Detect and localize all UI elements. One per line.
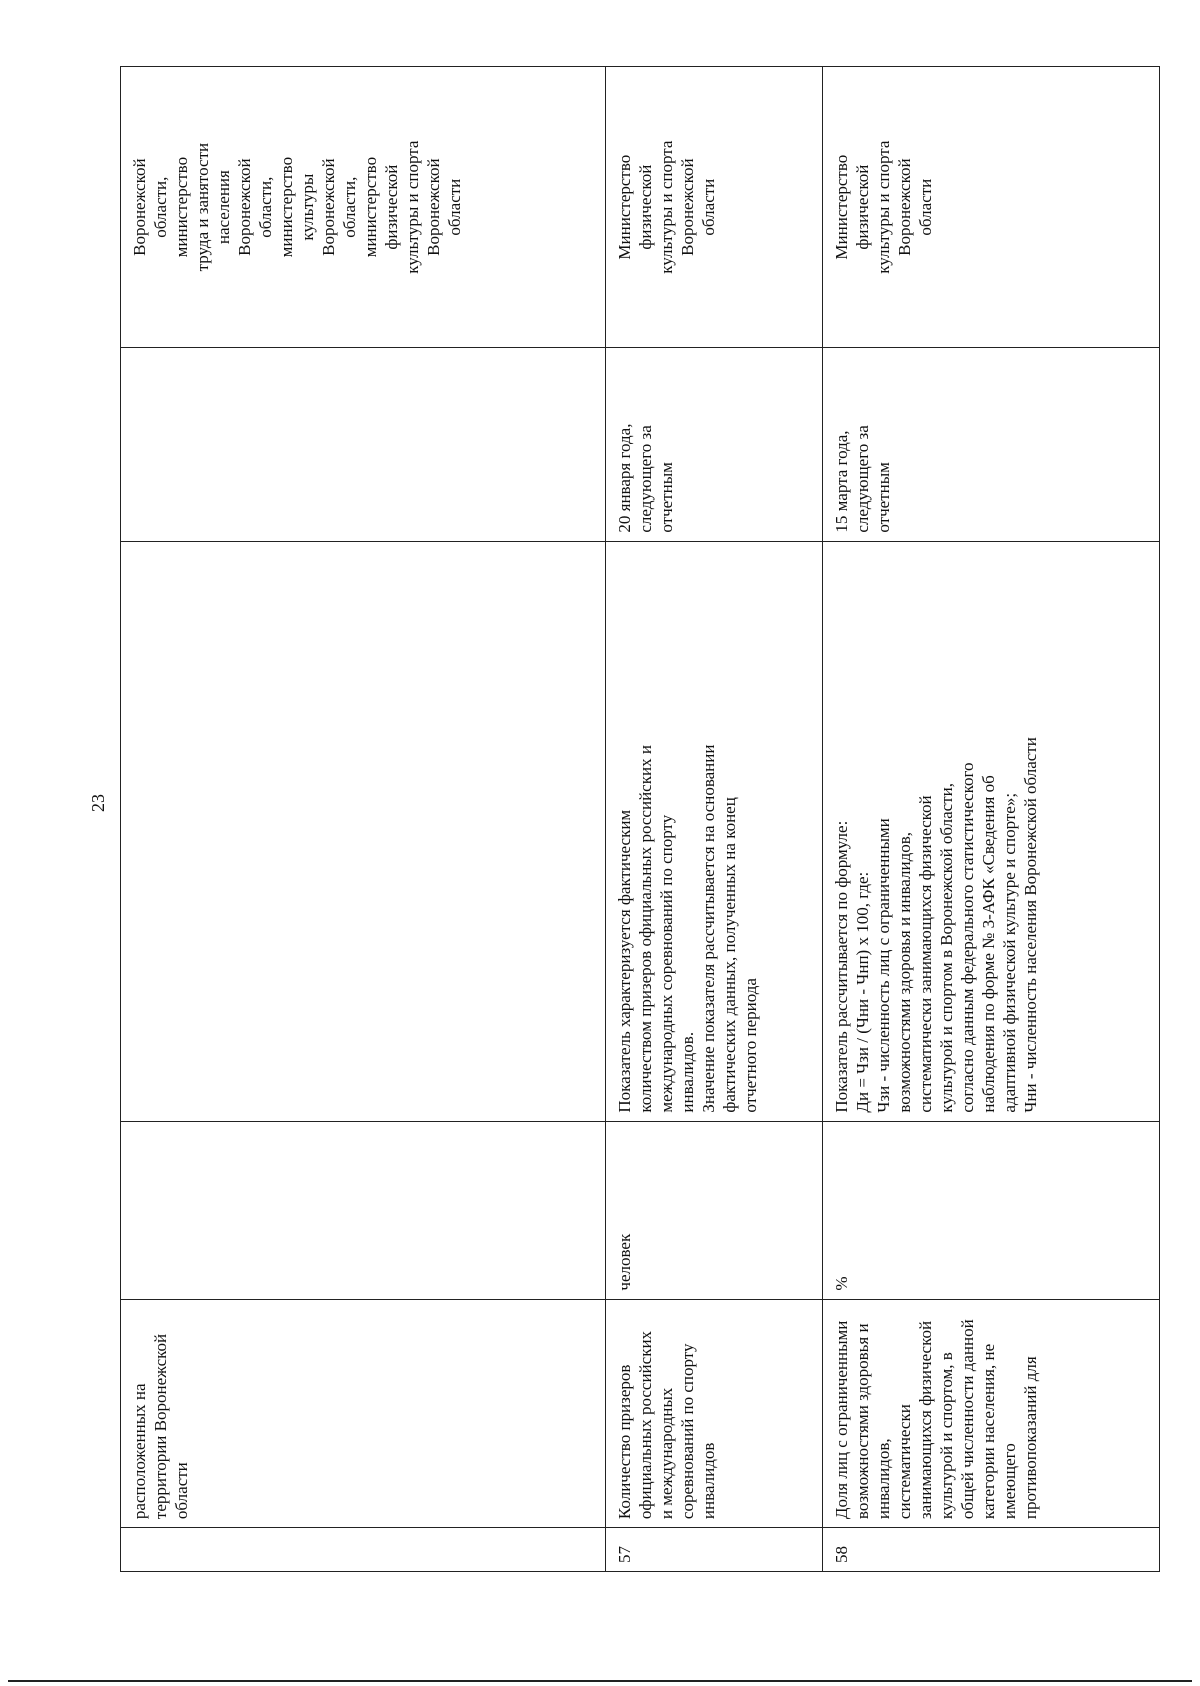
indicator-table <box>120 66 1160 1572</box>
deadline <box>121 348 606 541</box>
table-row <box>121 67 606 1572</box>
row-number: 58 <box>823 1528 1160 1572</box>
row-number <box>121 1528 606 1572</box>
page-number: 23 <box>88 794 108 812</box>
indicator-name: Доля лиц с ограниченными возможностями здоровья и инвалидов, систематически занимающихся физической культурой и спортом, в общей численности данной категории населения, не имеющего противопоказаний для <box>823 1299 1160 1527</box>
responsible: Воронежской области, министерство труда и занятости населения Воронежской области, министерство культуры Воронежской области, министерство физической культуры и спорта Воронежской области <box>121 67 606 348</box>
indicator-name: Количество призеров официальных российских и международных соревнований по спорту инвалидов <box>606 1299 823 1527</box>
responsible: Министерство физической культуры и спорта Воронежской области <box>823 67 1160 348</box>
unit: % <box>823 1121 1160 1299</box>
table-row <box>606 67 823 1572</box>
calculation-method: Показатель рассчитывается по формуле: Ди = Чзи / (Чни - Чнп) х 100, где: Чзи - численность лиц с ограниченными возможностями здоровья и инвалидов, систематически занимающихся физической культурой и спортом в Воронежской области, согласно данным федерального статистического наблюдения по форме № 3-АФК «Сведения об адаптивной физической культуре и спорте»; Чни - численность населения Воронежской области <box>823 541 1160 1121</box>
table-row <box>823 67 1160 1572</box>
indicator-name: расположенных на территории Воронежской области <box>121 1299 606 1527</box>
row-number: 57 <box>606 1528 823 1572</box>
indicator-table-container <box>120 66 1110 1572</box>
bottom-rule <box>8 1680 1192 1682</box>
calculation-method <box>121 541 606 1121</box>
calculation-method: Показатель характеризуется фактическим количеством призеров официальных российских и международных соревнований по спорту инвалидов. Значение показателя рассчитывается на основании фактических данных, полученных на конец отчетного периода <box>606 541 823 1121</box>
unit <box>121 1121 606 1299</box>
unit: человек <box>606 1121 823 1299</box>
responsible: Министерство физической культуры и спорта Воронежской области <box>606 67 823 348</box>
deadline: 20 января года, следующего за отчетным <box>606 348 823 541</box>
deadline: 15 марта года, следующего за отчетным <box>823 348 1160 541</box>
